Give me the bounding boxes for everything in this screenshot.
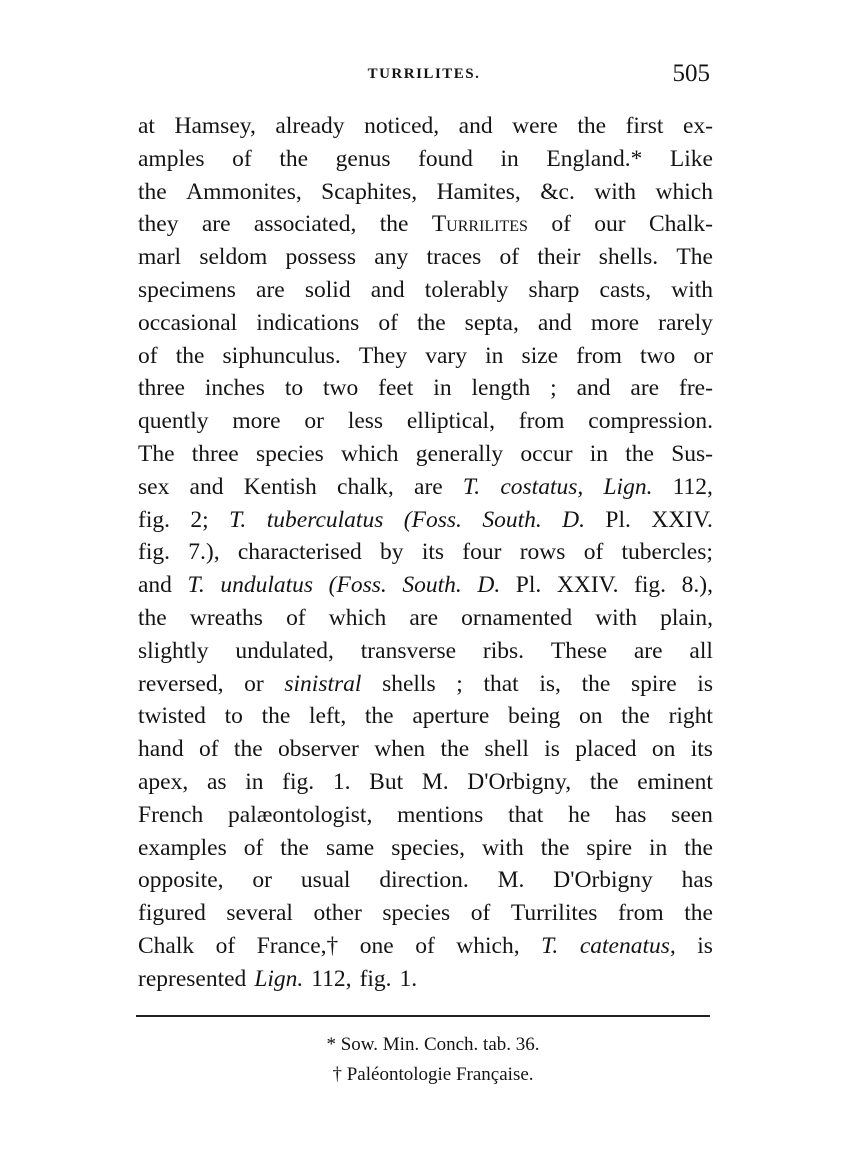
word: rarely [658, 309, 713, 336]
word: T. [462, 473, 481, 500]
word: ex- [682, 113, 713, 139]
word: more [590, 309, 640, 336]
word: of [215, 932, 236, 959]
word: quently [138, 408, 209, 435]
word: Hamsey, [174, 113, 256, 139]
word: the [364, 703, 394, 730]
word: any [374, 244, 409, 271]
word: two [640, 342, 676, 369]
footnotes [138, 1030, 710, 1090]
word: is [697, 670, 713, 697]
word: first [625, 113, 664, 139]
word: three [191, 440, 239, 467]
text-line [138, 241, 713, 274]
word: with [671, 276, 713, 303]
word: vary [425, 342, 468, 369]
word: which [328, 604, 387, 631]
word: on [578, 703, 603, 730]
word: feet [378, 375, 414, 402]
running-title: TURRILITES. [367, 66, 481, 82]
word: inches [204, 375, 265, 402]
text-line [138, 766, 713, 799]
word: D'Orbigny, [467, 768, 572, 795]
word: in [245, 768, 264, 795]
word: reversed, [138, 670, 224, 697]
word: (Foss. [403, 506, 462, 533]
word: that [483, 670, 519, 697]
word: solid [304, 276, 351, 303]
text-line [138, 930, 713, 963]
word: shells. [598, 244, 659, 271]
footnote: † Paléontologie Française. [332, 1064, 534, 1085]
word: in [500, 145, 519, 172]
word: Turrilites [510, 900, 598, 927]
word: South. [402, 572, 462, 599]
text-line [138, 700, 713, 733]
page-number: 505 [672, 60, 710, 87]
word: and [458, 113, 493, 139]
word: possess [285, 244, 357, 271]
word: from [518, 408, 565, 435]
word: &c. [540, 178, 575, 205]
word: and [370, 276, 405, 303]
word: characterised [237, 539, 362, 566]
word: the [138, 604, 167, 631]
word: the [684, 834, 713, 861]
word: its [421, 539, 445, 566]
word: Ammonites, [186, 178, 302, 205]
word: T. [541, 932, 559, 959]
word: are [414, 473, 443, 500]
word: of [551, 211, 571, 238]
word: and [138, 572, 172, 599]
word: Lign. [254, 965, 304, 992]
text-line [138, 569, 713, 602]
word: its [690, 736, 713, 763]
word: rows [519, 539, 566, 566]
word: one [359, 932, 394, 959]
word: casts, [599, 276, 652, 303]
word: 112, [311, 965, 352, 992]
word: which [655, 178, 713, 205]
word: sinistral [284, 670, 362, 697]
word: Chalk [138, 932, 195, 959]
word: France,† [256, 932, 339, 959]
word: Pl. [515, 572, 542, 599]
word: 112, [672, 473, 713, 500]
word: the [280, 834, 309, 861]
word: or [304, 408, 324, 435]
word: The [138, 440, 175, 467]
word: being [508, 703, 561, 730]
word: with [481, 834, 524, 861]
text-line [138, 864, 713, 897]
word: direction. [379, 867, 469, 894]
word: ribs. [482, 637, 525, 664]
word: costatus, [500, 473, 584, 500]
word: the [621, 703, 650, 730]
text-line [138, 963, 713, 996]
word: the [589, 768, 619, 795]
word: amples [138, 145, 205, 172]
word: They [358, 342, 408, 369]
text-line [138, 340, 713, 373]
word: all [689, 637, 713, 664]
word: specimens [138, 276, 236, 303]
word: wreaths [189, 604, 263, 631]
word: examples [138, 834, 227, 861]
word: which, [456, 932, 520, 959]
word: plain, [660, 604, 713, 631]
word: 2; [190, 506, 209, 533]
word: or [244, 670, 264, 697]
word: at [138, 113, 155, 139]
word: found [418, 145, 473, 172]
word: fig. [138, 539, 170, 566]
word: in [589, 440, 609, 467]
word: they [138, 211, 179, 238]
word: of [138, 342, 158, 369]
word: already [275, 113, 345, 139]
word: of [232, 145, 252, 172]
text-line [138, 208, 713, 241]
word: are [633, 637, 663, 664]
word: the [577, 113, 607, 139]
word: septa, [464, 309, 519, 336]
word: D'Orbigny [553, 867, 653, 894]
word: XXIV. [556, 572, 619, 599]
body-text [138, 110, 713, 996]
word: were [512, 113, 558, 139]
word: French [138, 801, 204, 828]
word: from [617, 900, 664, 927]
word: indications [256, 309, 360, 336]
text-line [138, 668, 713, 701]
word: size [521, 342, 559, 369]
word: the [416, 309, 446, 336]
word: compression. [588, 408, 713, 435]
word: of [286, 604, 306, 631]
word: left, [309, 703, 347, 730]
word: Lign. [603, 473, 653, 500]
word: right [668, 703, 713, 730]
word: 1. [332, 768, 351, 795]
word: Scaphites, [321, 178, 418, 205]
text-line [138, 405, 713, 438]
text-line [138, 372, 713, 405]
word: is [544, 736, 560, 763]
word: by [380, 539, 404, 566]
word: genus [335, 145, 391, 172]
word: three [138, 375, 185, 402]
word: catenatus, [579, 932, 676, 959]
word: the [581, 670, 611, 697]
word: usual [300, 867, 351, 894]
word: as [206, 768, 227, 795]
word: observer [277, 736, 359, 763]
word: which [341, 440, 399, 467]
word: in [485, 342, 504, 369]
word: are [201, 211, 231, 238]
text-line [138, 733, 713, 766]
text-line [138, 274, 713, 307]
text-line [138, 143, 713, 176]
word: ornamented [461, 604, 573, 631]
word: are [630, 375, 660, 402]
word: of [243, 834, 264, 861]
word: D. [562, 506, 585, 533]
word: more [232, 408, 281, 435]
word: species [255, 440, 324, 467]
word: same [325, 834, 375, 861]
word: seldom [199, 244, 268, 271]
word: the [233, 736, 263, 763]
word: and [537, 309, 572, 336]
word: the [261, 703, 291, 730]
word: our [594, 211, 626, 238]
word: sharp [528, 276, 580, 303]
word: aperture [412, 703, 490, 730]
word: fig. [359, 965, 392, 992]
word: fre- [679, 375, 713, 402]
word: less [347, 408, 384, 435]
word: Turrilites [431, 211, 528, 238]
footnote-rule [136, 1015, 710, 1017]
word: T. [187, 572, 205, 599]
word: apex, [138, 768, 189, 795]
word: 8.), [681, 572, 713, 599]
word: that [508, 801, 544, 828]
word: hand [138, 736, 184, 763]
word: of [470, 900, 491, 927]
text-line [138, 438, 713, 471]
word: eminent [637, 768, 713, 795]
word: occur [520, 440, 573, 467]
word: palæontologist, [228, 801, 373, 828]
word: is, [539, 670, 561, 697]
word: length [471, 375, 531, 402]
word: is [697, 932, 713, 959]
word: associated, [253, 211, 357, 238]
text-line [138, 110, 713, 143]
word: traces [426, 244, 482, 271]
word: These [550, 637, 608, 664]
word: species [382, 900, 451, 927]
word: M. [497, 867, 525, 894]
word: D. [477, 572, 501, 599]
word: of [415, 932, 435, 959]
word: undulatus [220, 572, 314, 599]
word: the [684, 900, 713, 927]
word: ; [550, 375, 557, 402]
word: and [189, 473, 224, 500]
word: mentions [397, 801, 484, 828]
word: seen [671, 801, 713, 828]
word: Like [669, 145, 713, 172]
word: the [540, 834, 570, 861]
word: species, [391, 834, 465, 861]
word: T. [229, 506, 247, 533]
word: transverse [360, 637, 457, 664]
word: two [323, 375, 359, 402]
word: Chalk- [649, 211, 713, 238]
word: with [595, 604, 637, 631]
word: Kentish [243, 473, 317, 500]
word: Pl. [605, 506, 631, 533]
word: occasional [138, 309, 238, 336]
word: are [409, 604, 439, 631]
page-header [138, 60, 710, 98]
word: represented [138, 965, 247, 992]
text-line [138, 635, 713, 668]
word: on [651, 736, 676, 763]
word: generally [415, 440, 504, 467]
word: are [256, 276, 285, 303]
word: twisted [138, 703, 206, 730]
word: undulated, [235, 637, 334, 664]
word: the [440, 736, 470, 763]
word: from [576, 342, 622, 369]
word: chalk, [337, 473, 394, 500]
word: elliptical, [406, 408, 495, 435]
word: of [499, 244, 520, 271]
text-line [138, 176, 713, 209]
word: other [313, 900, 362, 927]
word: marl [138, 244, 182, 271]
word: sex [138, 473, 170, 500]
word: or [252, 867, 272, 894]
text-line [138, 536, 713, 569]
word: XXIV. [651, 506, 713, 533]
word: the [625, 440, 654, 467]
word: when [374, 736, 426, 763]
word: and [576, 375, 611, 402]
word: tubercles; [621, 539, 713, 566]
word: Sus- [671, 440, 713, 467]
word: the [379, 211, 409, 238]
word: spire [630, 670, 677, 697]
word: opposite, [138, 867, 224, 894]
word: 7.), [188, 539, 220, 566]
word: shell [484, 736, 529, 763]
word: to [284, 375, 304, 402]
word: of [199, 736, 219, 763]
word: fig. [634, 572, 667, 599]
word: 1. [399, 965, 418, 992]
word: noticed, [364, 113, 440, 139]
footnote: * Sow. Min. Conch. tab. 36. [326, 1034, 540, 1055]
text-line [138, 504, 713, 537]
word: But [369, 768, 404, 795]
word: placed [575, 736, 637, 763]
text-line [138, 832, 713, 865]
word: shells [382, 670, 436, 697]
word: spire [586, 834, 633, 861]
word: siphunculus. [222, 342, 341, 369]
word: has [615, 801, 647, 828]
word: the [279, 145, 309, 172]
word: to [224, 703, 243, 730]
text-line [138, 471, 713, 504]
word: or [693, 342, 713, 369]
word: four [462, 539, 502, 566]
word: in [433, 375, 452, 402]
word: with [594, 178, 637, 205]
word: ; [456, 670, 463, 697]
word: of [583, 539, 604, 566]
word: Hamites, [436, 178, 521, 205]
word: he [568, 801, 591, 828]
word: the [175, 342, 205, 369]
word: several [226, 900, 293, 927]
text-line [138, 602, 713, 635]
word: tolerably [424, 276, 509, 303]
word: has [681, 867, 713, 894]
word: in [649, 834, 668, 861]
text-line [138, 897, 713, 930]
word: slightly [138, 637, 209, 664]
word: M. [421, 768, 449, 795]
word: (Foss. [328, 572, 387, 599]
text-line [138, 307, 713, 340]
word: England.* [546, 145, 643, 172]
word: South. [482, 506, 542, 533]
word: tuberculatus [266, 506, 384, 533]
word: the [138, 178, 167, 205]
word: fig. [138, 506, 170, 533]
word: figured [138, 900, 206, 927]
word: of [378, 309, 398, 336]
word: The [676, 244, 713, 271]
word: their [537, 244, 581, 271]
word: fig. [282, 768, 315, 795]
text-line [138, 799, 713, 832]
